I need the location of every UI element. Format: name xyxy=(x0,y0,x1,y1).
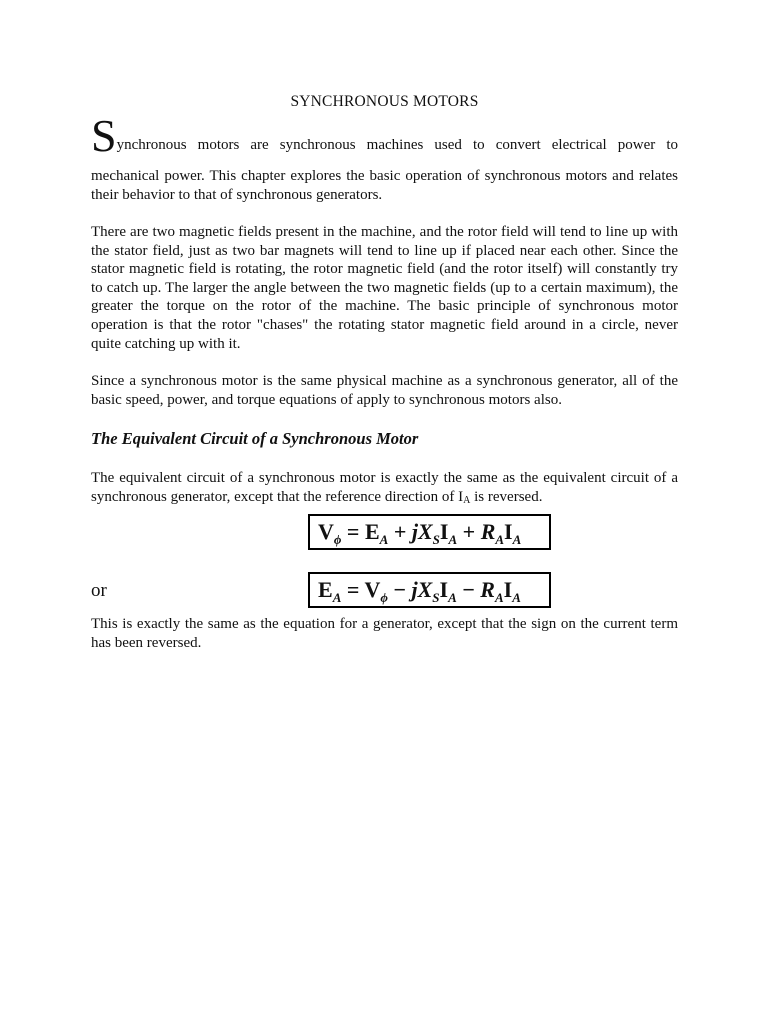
eq1-term2: jX xyxy=(411,519,433,544)
eq2-lhs-sub: A xyxy=(332,590,342,605)
eq1-term1-sub: A xyxy=(379,532,389,547)
paragraph-generator-comparison: This is exactly the same as the equation for a generator, except that the sign on the current term has been reversed. xyxy=(91,616,678,651)
paragraph-equivalent-circuit xyxy=(91,469,678,510)
intro-rest-text: mechanical power. This chapter explores the basic operation of synchronous motors and relates their behavior to that of synchronous generators. xyxy=(91,168,678,203)
eq2-term2: jX xyxy=(411,577,433,602)
current-subscript: A xyxy=(463,494,471,506)
eq1-lhs-sub: ϕ xyxy=(333,532,342,547)
eq1-op2: + xyxy=(457,519,481,544)
intro-paragraph xyxy=(91,110,678,203)
paragraph-same-machine: Since a synchronous motor is the same physical machine as a synchronous generator, all of the basic speed, power, and torque equations of apply to synchronous motors also. xyxy=(91,373,678,408)
intro-first-line-text: ynchronous motors are synchronous machines used to convert electrical power to xyxy=(116,137,678,153)
eq2-term2-sub: S xyxy=(432,590,440,605)
eq1-term3b: I xyxy=(504,519,513,544)
eq1-op1: + xyxy=(388,519,412,544)
paragraph-magnetic-fields: There are two magnetic fields present in the machine, and the rotor field will tend to line up with the stator field, just as two bar magnets will tend to line up if placed near each other. Since the stator magnetic field is rotating, the rotor magnetic field (and the rotor itself) will constantly try to catch up. The larger the angle between the two magnetic fields (up to a certain maximum), the greater the torque on the rotor of the machine. The basic principle of synchronous motor operation is that the rotor "chases" the rotating stator magnetic field around in a circle, never quite catching up with it. xyxy=(91,224,678,352)
equation-voltage-box xyxy=(308,514,551,550)
eq2-term1: V xyxy=(364,577,381,602)
eq2-term3b-sub: A xyxy=(512,590,521,605)
eq1-term3: R xyxy=(480,519,496,544)
paragraph-equivalent-circuit-tail: is reversed. xyxy=(470,488,543,505)
eq2-op2: − xyxy=(456,577,481,602)
eq2-equals: = xyxy=(341,577,365,602)
eq1-term3b-sub: A xyxy=(512,532,522,547)
eq1-term2b: I xyxy=(439,519,449,544)
eq2-op1: − xyxy=(387,577,412,602)
or-label: or xyxy=(91,580,107,601)
paragraph-equivalent-circuit-text: The equivalent circuit of a synchronous motor is exactly the same as the equivalent circuit of a synchronous generator, except that the reference direction of I xyxy=(91,470,678,505)
eq1-term3-sub: A xyxy=(495,532,505,547)
eq2-term3b: I xyxy=(503,577,513,602)
page-title: SYNCHRONOUS MOTORS xyxy=(290,93,479,110)
drop-cap: S xyxy=(91,110,117,161)
eq2-term3: R xyxy=(480,577,495,602)
eq1-term2-sub: S xyxy=(432,532,440,547)
eq1-equals: = xyxy=(341,519,365,544)
eq2-term2b: I xyxy=(439,577,449,602)
eq2-term3-sub: A xyxy=(494,590,504,605)
eq1-lhs: V xyxy=(318,519,334,544)
intro-first-line xyxy=(91,110,678,166)
eq1-term2b-sub: A xyxy=(448,532,458,547)
eq2-lhs: E xyxy=(318,577,333,602)
equation-emf-box xyxy=(308,572,551,608)
eq1-term1: E xyxy=(364,519,380,544)
eq2-term1-sub: ϕ xyxy=(380,590,388,605)
eq2-term2b-sub: A xyxy=(448,590,457,605)
section-heading: The Equivalent Circuit of a Synchronous Motor xyxy=(91,429,419,448)
